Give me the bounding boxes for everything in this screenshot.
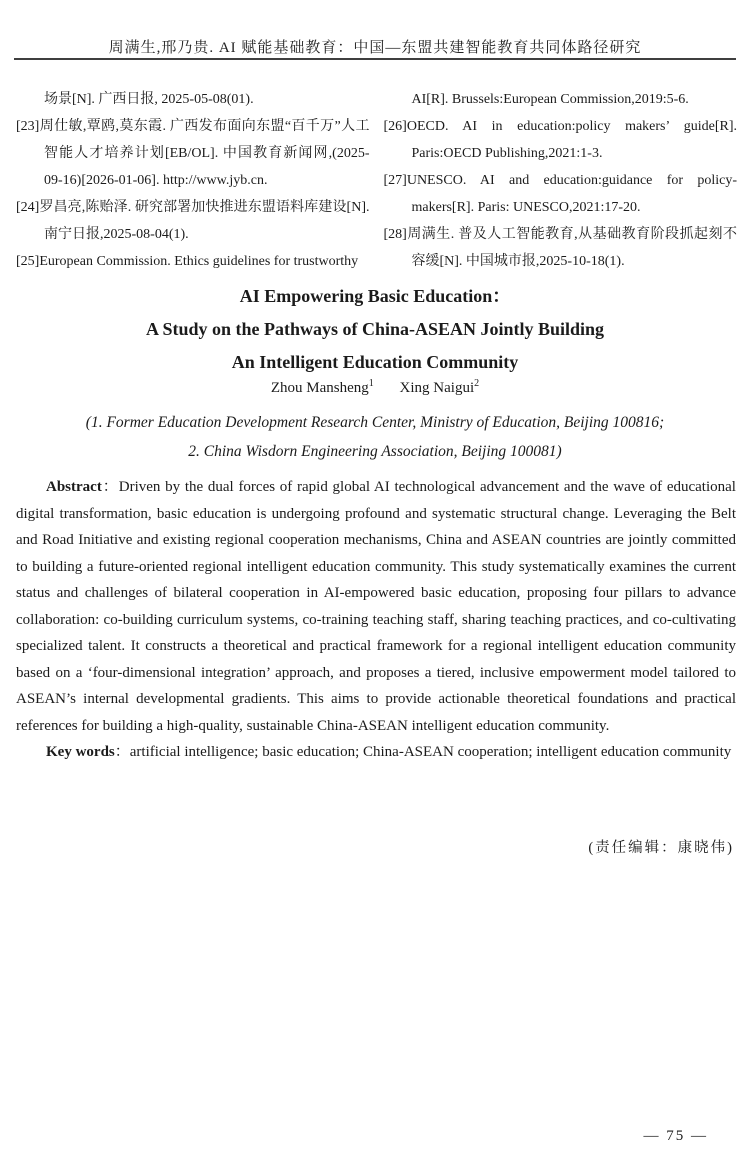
author-1-superscript: 1: [368, 378, 374, 389]
author-1-name: Zhou Mansheng: [270, 380, 369, 396]
abstract-paragraph: [16, 474, 736, 739]
reference-label: [27]: [383, 173, 407, 188]
reference-item-22-continuation: [16, 86, 370, 113]
reference-item-25-continuation: [384, 86, 738, 113]
article-title-line-1: AI Empowering Basic Education：: [239, 286, 511, 306]
article-title: [0, 280, 750, 379]
abstract-block: [16, 474, 736, 766]
reference-item-26: [384, 113, 738, 167]
reference-label: [28]: [383, 227, 407, 242]
reference-label: [23]: [16, 119, 40, 134]
reference-label: [26]: [383, 119, 407, 134]
article-title-line-2: A Study on the Pathways of China-ASEAN Jointly Building: [145, 319, 605, 339]
author-2-name: Xing Naigui: [399, 380, 475, 396]
references-section: [16, 86, 737, 275]
running-header: 周满生,邢乃贵. AI 赋能基础教育：中国—东盟共建智能教育共同体路径研究: [108, 40, 642, 56]
reference-item-25: [16, 248, 370, 275]
author-2: [400, 380, 480, 396]
reference-text: 周满生. 普及人工智能教育,从基础教育阶段抓起刻不容缓[N]. 中国城市报,2025-10-18(1).: [406, 227, 737, 269]
keywords-colon: ：: [114, 744, 130, 760]
reference-text: European Commission. Ethics guidelines for trustworthy: [39, 254, 359, 269]
reference-text: 罗昌亮,陈贻泽. 研究部署加快推进东盟语料库建设[N]. 南宁日报,2025-08-04(1).: [39, 200, 370, 242]
page-number: — 75 —: [643, 1128, 708, 1144]
abstract-colon: ：: [101, 479, 119, 495]
keywords-paragraph: [16, 739, 736, 766]
references-right-column: [384, 86, 738, 275]
header-rule-divider: [14, 58, 736, 60]
reference-item-27: [384, 167, 738, 221]
reference-text: UNESCO. AI and education:guidance for policy-makers[R]. Paris: UNESCO,2021:17-20.: [406, 173, 737, 215]
reference-text: OECD. AI in education:policy makers’ guide[R]. Paris:OECD Publishing,2021:1-3.: [406, 119, 737, 161]
affiliation-line-2: 2. China Wisdorn Engineering Association, Beijing 100081): [188, 443, 562, 460]
reference-item-28: [384, 221, 738, 275]
keywords-text: artificial intelligence; basic education; China-ASEAN cooperation; intelligent education community: [129, 744, 732, 760]
author-1: [271, 380, 374, 396]
references-left-column: [16, 86, 370, 275]
abstract-label: Abstract: [46, 479, 102, 495]
reference-item-24: [16, 194, 370, 248]
authors-line: [0, 378, 750, 397]
reference-text: 场景[N]. 广西日报, 2025-05-08(01).: [44, 92, 254, 107]
reference-text: 周仕敏,覃鸥,莫东霞. 广西发布面向东盟“百千万”人工智能人才培养计划[EB/OL]. 中国教育新闻网,(2025-09-16)[2026-01-06]. http://www.jyb.cn.: [39, 119, 370, 188]
editor-note: (责任编辑：康晓伟): [588, 840, 734, 856]
reference-item-23: [16, 113, 370, 194]
keywords-label: Key words: [46, 744, 115, 760]
reference-label: [25]: [16, 254, 40, 269]
reference-text: AI[R]. Brussels:European Commission,2019:5-6.: [411, 92, 689, 107]
reference-label: [24]: [16, 200, 40, 215]
author-2-superscript: 2: [474, 378, 480, 389]
abstract-text: Driven by the dual forces of rapid global AI technological advancement and the wave of educational digital transformation, basic education is undergoing profound and systematic structural change. Leveraging the Belt and Road Initiative and existing regional cooperation mechanisms, China and ASEAN countries are jointly committed to building a future-oriented regional intelligent education community. This study systematically examines the current status and challenges of bilateral cooperation in AI-empowered basic education, proposing four pillars to advance collaboration: co-building curriculum systems, co-training teaching staff, sharing teaching practices, and co-cultivating specialized talent. It constructs a theoretical and practical framework for a regional intelligent education community based on a ‘four-dimensional integration’ approach, and proposes a tiered, inclusive empowerment model tailored to ASEAN’s internal developmental gradients. This aims to provide actionable theoretical foundations and practical references for building a high-quality, sustainable China-ASEAN intelligent education community.: [16, 479, 736, 734]
affiliation-line-1: (1. Former Education Development Research Center, Ministry of Education, Beijing 100816;: [85, 414, 665, 431]
article-title-line-3: An Intelligent Education Community: [231, 352, 519, 372]
affiliations: [0, 408, 750, 466]
